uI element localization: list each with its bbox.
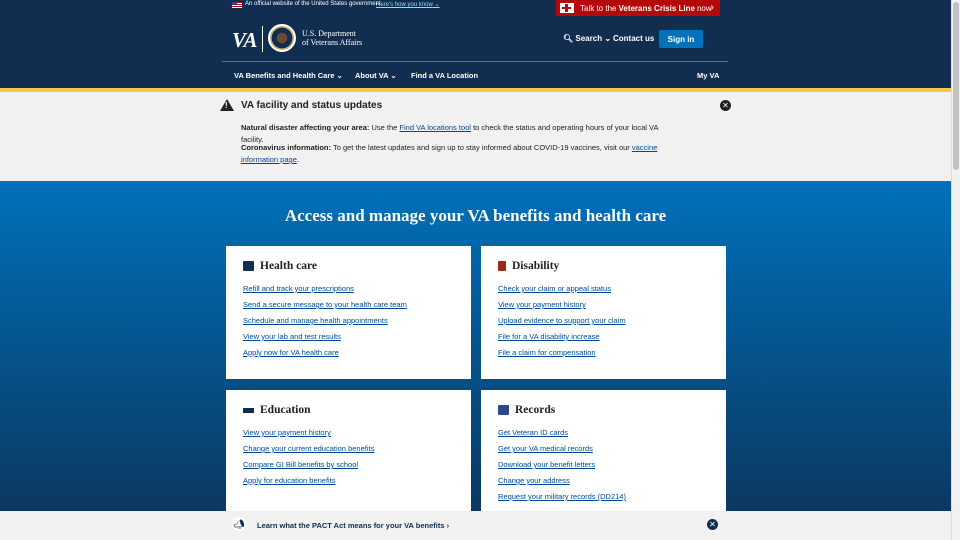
apply-health-care-link[interactable]: Apply now for VA health care [243, 348, 339, 357]
status-alert [0, 92, 951, 181]
list-item [243, 316, 454, 326]
contact-us-link[interactable]: Contact us [613, 34, 655, 43]
chevron-down-icon: ⌄ [390, 71, 397, 80]
change-benefits-link[interactable]: Change your current education benefits [243, 444, 375, 453]
claim-status-link[interactable]: Check your claim or appeal status [498, 284, 611, 293]
chevron-right-icon: › [710, 2, 714, 13]
card-title: Records [515, 404, 556, 416]
alert-title: VA facility and status updates [241, 100, 383, 111]
list-item [498, 460, 709, 470]
apply-education-link[interactable]: Apply for education benefits [243, 476, 336, 485]
secure-message-link[interactable]: Send a secure message to your health care team [243, 300, 407, 309]
list-item [498, 332, 709, 342]
upload-evidence-link[interactable]: Upload evidence to support your claim [498, 316, 626, 325]
find-locations-link[interactable]: Find VA locations tool [399, 123, 471, 132]
official-site-text: An official website of the United States government [245, 1, 381, 7]
megaphone-icon: 📣︎ [232, 517, 246, 531]
education-card [226, 390, 471, 520]
card-title: Health care [260, 260, 317, 272]
id-card-icon [498, 405, 509, 415]
site-header [0, 10, 951, 88]
military-records-link[interactable]: Request your military records (DD214) [498, 492, 626, 501]
list-item [498, 284, 709, 294]
card-title: Disability [512, 260, 560, 272]
header-divider [222, 61, 728, 62]
va-logo[interactable]: VA [232, 28, 257, 52]
disability-increase-link[interactable]: File for a VA disability increase [498, 332, 600, 341]
refill-prescriptions-link[interactable]: Refill and track your prescriptions [243, 284, 354, 293]
list-item [498, 492, 709, 502]
list-item [498, 300, 709, 310]
nav-about-va[interactable]: About VA ⌄ [355, 71, 397, 80]
list-item [243, 476, 454, 486]
change-address-link[interactable]: Change your address [498, 476, 570, 485]
us-flag-icon [232, 2, 242, 8]
list-item [498, 348, 709, 358]
records-card [481, 390, 726, 520]
department-name[interactable]: U.S. Department of Veterans Affairs [302, 29, 363, 47]
how-you-know-link[interactable]: Here's how you know ⌄ [376, 2, 440, 8]
gov-banner [0, 0, 951, 10]
vaccine-info-link[interactable]: vaccine information page [241, 143, 658, 164]
search-icon: 🔍︎ [563, 34, 574, 43]
list-item [243, 300, 454, 310]
health-care-card [226, 246, 471, 379]
lab-results-link[interactable]: View your lab and test results [243, 332, 341, 341]
search-button[interactable]: 🔍︎ Search ⌄ [563, 34, 612, 43]
hero-section [0, 181, 951, 511]
veteran-id-link[interactable]: Get Veteran ID cards [498, 428, 569, 437]
disaster-notice: Natural disaster affecting your area: Use the Find VA locations tool to check the status and operating hours of your local VA facility. [241, 123, 659, 144]
list-item [498, 428, 709, 438]
disability-card [481, 246, 726, 379]
chevron-down-icon: ⌄ [604, 34, 612, 43]
logo-divider [262, 26, 263, 52]
list-item [243, 348, 454, 358]
scrollbar-thumb[interactable] [953, 2, 959, 170]
va-seal-icon [268, 24, 296, 52]
list-item [243, 428, 454, 438]
close-icon[interactable]: ✕ [720, 100, 731, 111]
compare-gi-bill-link[interactable]: Compare GI Bill benefits by school [243, 460, 359, 469]
chevron-down-icon: ⌄ [336, 71, 343, 80]
list-item [243, 460, 454, 470]
pact-act-banner [0, 511, 951, 540]
nav-find-location[interactable]: Find a VA Location [411, 71, 479, 80]
file-claim-link[interactable]: File a claim for compensation [498, 348, 596, 357]
nav-benefits-health-care[interactable]: VA Benefits and Health Care ⌄ [234, 71, 343, 80]
hero-title: Access and manage your VA benefits and health care [284, 206, 667, 225]
sign-in-button[interactable]: Sign in [659, 30, 703, 48]
veterans-crisis-line-button[interactable]: Talk to the Veterans Crisis Line now › [556, 0, 720, 16]
edu-payment-history-link[interactable]: View your payment history [243, 428, 331, 437]
list-item [243, 332, 454, 342]
warning-icon [220, 99, 234, 111]
appointments-link[interactable]: Schedule and manage health appointments [243, 316, 388, 325]
crisis-line-icon [560, 3, 574, 13]
covid-notice: Coronavirus information: To get the latest updates and sign up to stay informed about COVID-19 vaccines, visit our vaccine information page. [241, 143, 658, 164]
payment-history-link[interactable]: View your payment history [498, 300, 586, 309]
document-icon [498, 261, 506, 271]
graduation-cap-icon [243, 407, 254, 413]
list-item [243, 444, 454, 454]
close-icon[interactable]: ✕ [707, 519, 718, 530]
list-item [243, 284, 454, 294]
card-title: Education [260, 404, 311, 416]
medical-kit-icon [243, 261, 254, 271]
list-item [498, 476, 709, 486]
page-scrollbar[interactable] [951, 0, 960, 540]
medical-records-link[interactable]: Get your VA medical records [498, 444, 593, 453]
pact-act-link[interactable]: Learn what the PACT Act means for your VA benefits › [257, 521, 450, 530]
nav-my-va[interactable]: My VA [697, 71, 720, 80]
list-item [498, 316, 709, 326]
list-item [498, 444, 709, 454]
benefit-letters-link[interactable]: Download your benefit letters [498, 460, 596, 469]
